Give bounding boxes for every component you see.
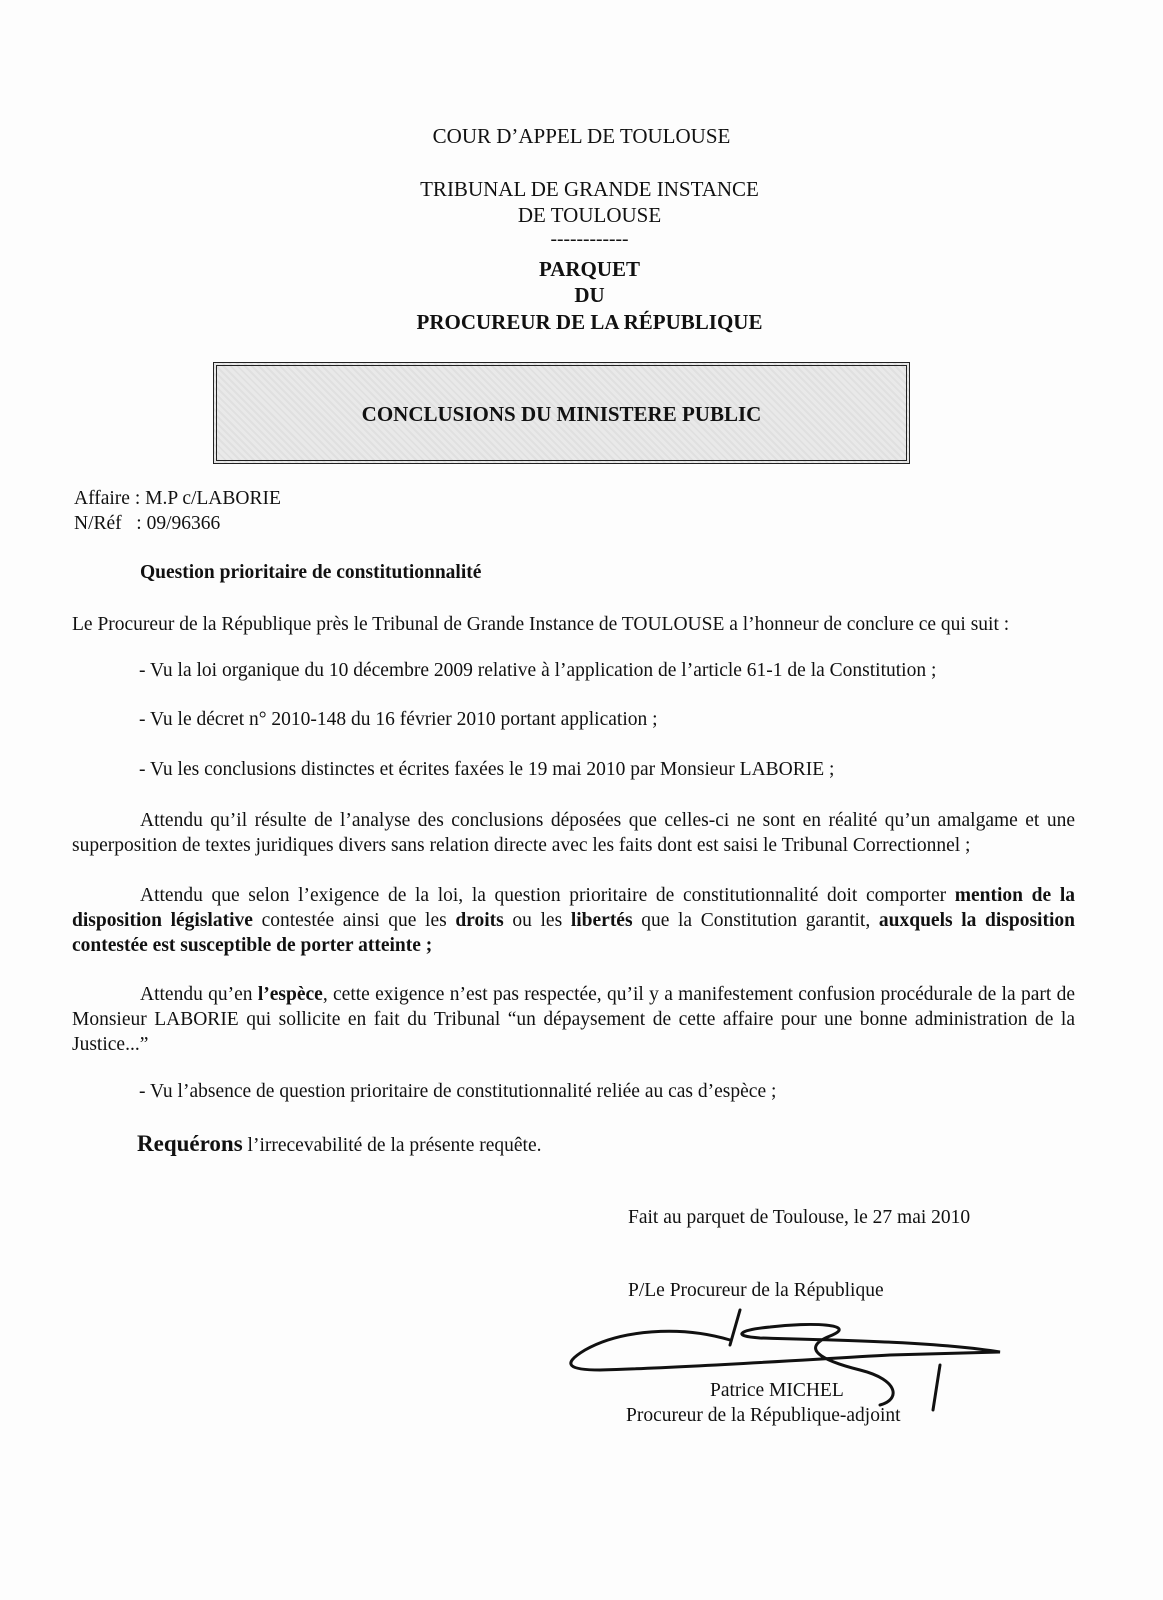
- parquet-line3: PROCUREUR DE LA RÉPUBLIQUE: [416, 310, 763, 334]
- vu-item: - Vu la loi organique du 10 décembre 2009 relative à l’application de l’article 61-1 de la Constitution ;: [139, 660, 937, 681]
- requerons-verb: Requérons: [137, 1131, 243, 1156]
- signatory-name: Patrice MICHEL: [710, 1380, 844, 1401]
- document-title: CONCLUSIONS DU MINISTERE PUBLIC: [361, 402, 762, 426]
- text-bold: mention de la disposition législative: [72, 885, 1075, 931]
- requerons-text: l’irrecevabilité de la présente requête.: [242, 1135, 542, 1156]
- tribunal-line2: DE TOULOUSE: [517, 203, 662, 227]
- intro-paragraph: Le Procureur de la République près le Tribunal de Grande Instance de TOULOUSE a l’honneur de conclure ce qui suit :: [72, 614, 1010, 635]
- text: Attendu qu’en: [140, 984, 258, 1005]
- vu-final: - Vu l’absence de question prioritaire de constitutionnalité reliée au cas d’espèce ;: [139, 1081, 777, 1102]
- case-affaire: Affaire : M.P c/LABORIE: [74, 488, 281, 509]
- attendu-paragraph-3: [72, 982, 1075, 1057]
- text: que la Constitution garantit,: [632, 910, 879, 931]
- text: contestée ainsi que les: [252, 910, 456, 931]
- text-bold: auxquels la disposition contestée est susceptible de porter atteinte ;: [72, 910, 1075, 956]
- text-bold: l’espèce: [257, 984, 323, 1005]
- requerons-line: [137, 1131, 542, 1157]
- signatory-for: P/Le Procureur de la République: [628, 1280, 884, 1301]
- parquet-line1: PARQUET: [538, 257, 641, 281]
- place-date: Fait au parquet de Toulouse, le 27 mai 2010: [628, 1207, 971, 1228]
- text-bold: droits: [455, 910, 504, 931]
- case-reference: N/Réf : 09/96366: [74, 513, 221, 534]
- attendu-paragraph-1: Attendu qu’il résulte de l’analyse des conclusions déposées que celles-ci ne sont en réalité qu’un amalgame et une superposition de textes juridiques divers sans relation directe avec les faits dont est saisi le Tribunal Correctionnel ;: [72, 810, 1075, 856]
- text: Attendu que selon l’exigence de la loi, la question prioritaire de constitutionnalité doit comporter: [140, 885, 955, 906]
- court-name: COUR D’APPEL DE TOULOUSE: [432, 124, 731, 148]
- title-box: [213, 362, 910, 464]
- attendu-paragraph-2: [72, 883, 1075, 958]
- handwritten-signature: [560, 1300, 1020, 1420]
- vu-item: - Vu les conclusions distinctes et écrites faxées le 19 mai 2010 par Monsieur LABORIE ;: [139, 759, 835, 780]
- subject-heading: Question prioritaire de constitutionnalité: [140, 562, 482, 583]
- header-separator: ------------: [550, 229, 629, 250]
- parquet-line2: DU: [574, 283, 605, 307]
- text: , cette exigence n’est pas respectée, qu’il y a manifestement confusion procédurale de la part de Monsieur LABORIE qui sollicite en fait du Tribunal “un dépaysement de cette affaire pour une bonne administration de la Justice...”: [72, 984, 1075, 1055]
- signatory-role: Procureur de la République-adjoint: [626, 1405, 901, 1426]
- text-bold: libertés: [570, 910, 633, 931]
- tribunal-line1: TRIBUNAL DE GRANDE INSTANCE: [420, 177, 759, 201]
- text: ou les: [503, 910, 571, 931]
- vu-item: - Vu le décret n° 2010-148 du 16 février 2010 portant application ;: [139, 709, 658, 730]
